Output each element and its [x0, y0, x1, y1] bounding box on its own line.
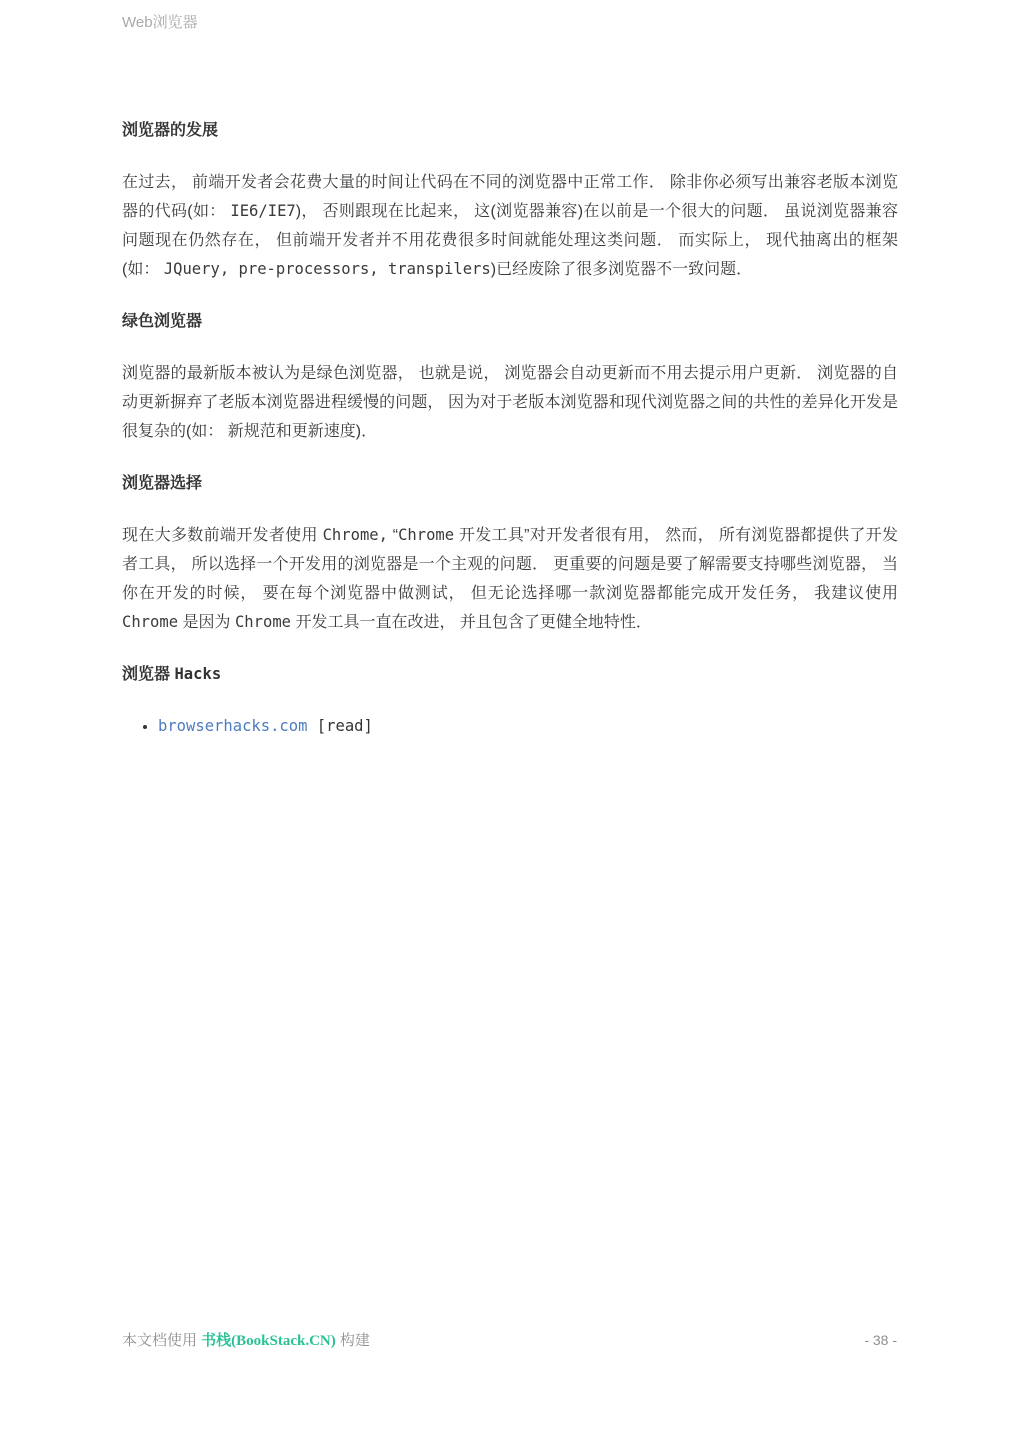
section-browser-choice — [122, 469, 898, 637]
section-heading — [122, 307, 898, 336]
code-span: Hacks — [174, 665, 222, 683]
section-browser-development — [122, 116, 898, 284]
text-span: 现在大多数前端开发者使用 — [122, 527, 323, 544]
text-span: 浏览器的发展 — [122, 122, 219, 139]
code-span: Chrome — [234, 613, 292, 631]
code-span: JQuery, pre-processors, transpilers — [163, 260, 491, 278]
browserhacks-link[interactable]: browserhacks.com — [158, 717, 308, 735]
text-span: )， 否则跟现在比起来， 这(浏览器兼容)在以前是一个很大的问题． 虽说浏览器兼容问题现在仍然存在， 但前端开发者并不用花费很多时间就能处理这类问题． 而实际上， 现代抽离出的框架(如： — [122, 203, 898, 278]
paragraph — [122, 521, 898, 637]
page-header-label: Web浏览器 — [122, 14, 198, 31]
code-span: Chrome — [398, 526, 455, 544]
code-span: Chrome — [122, 613, 179, 631]
text-span: 浏览器的最新版本被认为是绿色浏览器， 也就是说， 浏览器会自动更新而不用去提示用户更新． 浏览器的自动更新摒弃了老版本浏览器进程缓慢的问题， 因为对于老版本浏览器和现代浏览器之间的共性的差异化开发是很复杂的(如： 新规范和更新速度)． — [122, 365, 898, 440]
bookstack-brand: 书栈(BookStack.CN) — [201, 1333, 336, 1349]
list-item — [158, 712, 898, 741]
page-footer — [122, 1330, 897, 1351]
link-list — [122, 712, 898, 741]
link-read-tag: [read] — [307, 717, 373, 735]
document-body — [122, 116, 898, 764]
section-browser-hacks — [122, 660, 898, 741]
text-span: “ — [387, 527, 399, 544]
text-span: 是因为 — [178, 614, 235, 631]
text-span: 浏览器选择 — [122, 475, 203, 492]
text-span: 开发工具”对开发者很有用， 然而， 所有浏览器都提供了开发者工具， 所以选择一个开发用的浏览器是一个主观的问题． 更重要的问题是要了解需要支持哪些浏览器， 当你在开发的时候， 要在每个浏览器中做测试， 但无论选择哪一款浏览器都能完成开发任务， 我建议使用 — [122, 527, 898, 602]
section-evergreen-browsers — [122, 307, 898, 446]
text-span: )已经废除了很多浏览器不一致问题． — [490, 261, 753, 278]
text-span: 绿色浏览器 — [122, 313, 203, 330]
text-span: 浏览器 — [122, 666, 175, 683]
paragraph — [122, 168, 898, 284]
text-span: 在过去， 前端开发者会花费大量的时间让代码在不同的浏览器中正常工作． 除非你必须写出兼容老版本浏览器的代码(如： — [122, 174, 898, 220]
text-span: 开发工具一直在改进， 并且包含了更健全地特性． — [291, 614, 652, 631]
page-number: - 38 - — [864, 1332, 897, 1348]
section-heading — [122, 469, 898, 498]
footer-build-note — [122, 1331, 370, 1351]
footer-suffix: 构建 — [335, 1332, 370, 1349]
code-span: IE6/IE7 — [230, 202, 296, 220]
section-heading — [122, 116, 898, 145]
paragraph — [122, 359, 898, 446]
section-heading — [122, 660, 898, 689]
footer-prefix: 本文档使用 — [122, 1332, 202, 1349]
code-span: Chrome, — [322, 526, 388, 544]
